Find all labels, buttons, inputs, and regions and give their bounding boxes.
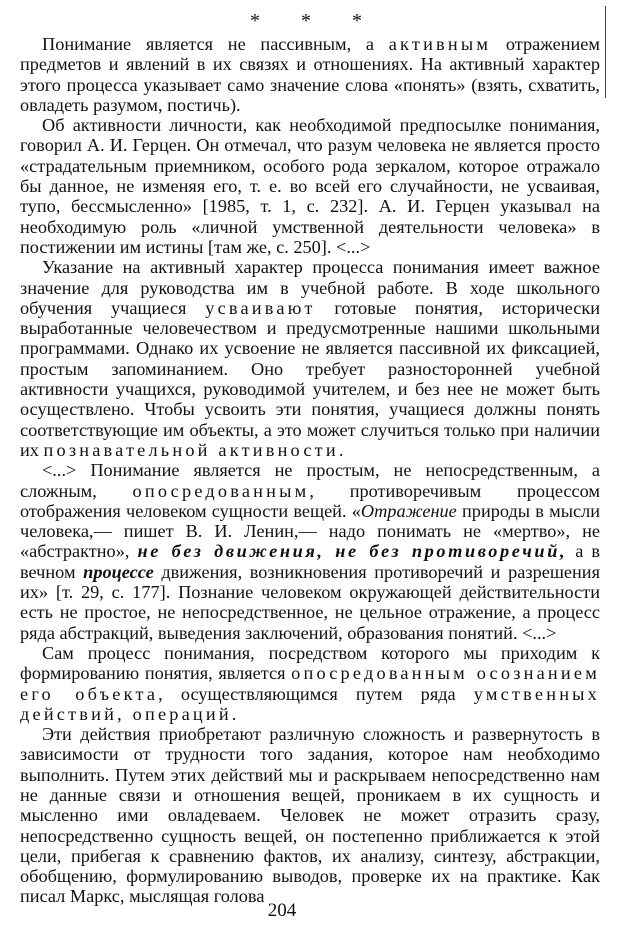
paragraph-1 bbox=[20, 34, 600, 115]
text-run: . bbox=[231, 703, 237, 724]
bold-italic-emphasis: не без движения, не без противоречий, bbox=[137, 541, 568, 562]
page bbox=[20, 8, 600, 907]
paragraph-4 bbox=[20, 460, 600, 643]
paragraph-3 bbox=[20, 257, 600, 460]
text-run: . bbox=[338, 439, 344, 460]
text-run: отражением предметов и явлений в их связях и отношениях. На активный характер этого процесса указывает само значение слова «понять» (взять, схватить, овладеть разумом, постичь). bbox=[20, 34, 600, 115]
text-run: готовые понятия, исторически выработанные человечеством и предусмотренные нашими школьными программами. Однако их усвоение не является пассивной их фиксацией, простым запоминанием. Оно требует разносторонней учебной активности учащихся, руководимой учителем, и без нее не может быть осуществлено. Чтобы усвоить эти понятия, учащиеся должны понять соответствующие им объекты, а это может случиться только при наличии их bbox=[20, 297, 600, 460]
section-separator: * * * bbox=[250, 10, 380, 32]
margin-line bbox=[605, 6, 606, 98]
text-run: Сам процесс понимания, посредством которого мы приходим к формированию понятия, является bbox=[20, 642, 600, 684]
text-run: Об активности личности, как необходимой предпосылке понимания, говорил А. И. Герцен. Он отмечал, что разум человека не является просто «страдательным приемником, особого рода зеркалом, которое отражало бы данное, не изменяя его, т. е. во всей его случайности, не усваивая, тупо, бессмысленно» [1985, т. 1, с. 232]. А. И. Герцен указывал на необходимую роль «личной умственной деятельности человека» в постижении им истины [там же, с. 250]. <...> bbox=[20, 115, 600, 257]
text-run: Понимание является не пассивным, а bbox=[42, 34, 389, 54]
text-run: , противоречивым процессом отображения человеком сущности вещей. « bbox=[20, 480, 600, 521]
spaced-emphasis: опосредованным осознанием его объекта bbox=[20, 663, 600, 704]
text-run: , осуществляющимся путем ряда bbox=[158, 683, 474, 704]
spaced-emphasis: активным bbox=[388, 34, 492, 54]
paragraph-5 bbox=[20, 643, 600, 724]
text-run: а в вечном bbox=[20, 541, 600, 582]
text-run: движения, возникновения противоречий и разрешения их» [т. 29, с. 177]. Познание человеком окружающей действительности есть не простое, не непосредственное, не цельное отражение, а процесс ряда абстракций, выведения заключений, образования понятий. <...> bbox=[20, 561, 600, 643]
text-run: <...> Понимание является не простым, не непосредственным, а сложным, bbox=[20, 460, 600, 501]
page-number: 204 bbox=[267, 900, 297, 921]
spaced-emphasis: умственных действий, операций bbox=[20, 683, 600, 724]
paragraph-2 bbox=[20, 115, 600, 257]
body-text bbox=[20, 34, 600, 907]
spaced-emphasis: познавательной активности bbox=[43, 439, 339, 460]
spaced-emphasis: опосредованным bbox=[132, 480, 310, 501]
italic-emphasis: Отражение bbox=[360, 500, 457, 521]
text-run: Эти действия приобретают различную сложность и развернутость в зависимости от трудности того задания, которое нам необходимо выполнить. Путем этих действий мы и раскрываем непосредственно нам не данные связи и отношения вещей, проникаем в их сущность и мысленно ими овладеваем. Человек не может отразить сразу, непосредственно сущность вещей, он постепенно приближается к этой цели, прибегая к сравнению фактов, их анализу, синтезу, абстракции, обобщению, формулированию выводов, проверке их на практике. Как писал Маркс, мыслящая голова bbox=[20, 724, 600, 907]
bold-italic-emphasis: процессе bbox=[83, 561, 154, 582]
spaced-emphasis: усваивают bbox=[205, 297, 316, 318]
paragraph-6 bbox=[20, 724, 600, 907]
text-run: природы в мысли человека,— пишет В. И. Ленин,— надо понимать не «мертво», не «абстрактно», bbox=[20, 500, 600, 562]
text-run: Указание на активный характер процесса понимания имеет важное значение для руководства им в учебной работе. В ходе школьного обучения учащиеся bbox=[20, 257, 600, 318]
